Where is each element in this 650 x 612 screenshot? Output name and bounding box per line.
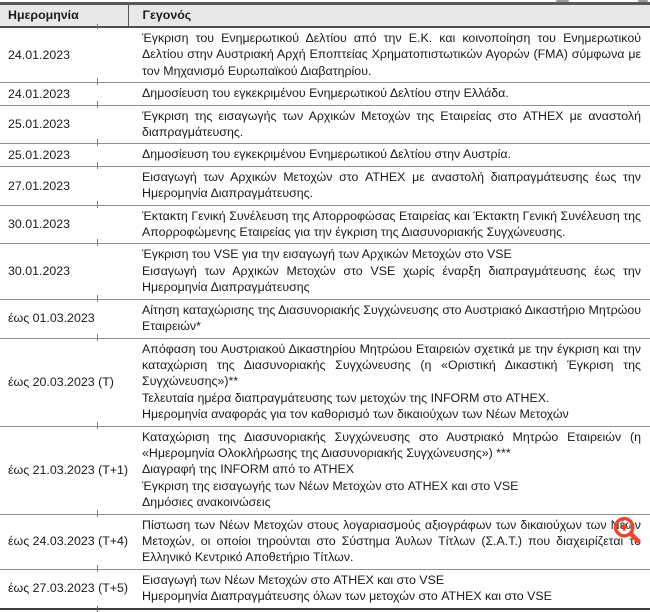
table-row <box>0 244 650 299</box>
event-cell <box>128 105 650 144</box>
table-row <box>0 338 650 426</box>
event-paragraph: Διαγραφή της INFORM από το ATHEX <box>142 462 354 477</box>
date-cell: έως 01.03.2023 <box>0 299 128 338</box>
event-cell <box>128 166 650 205</box>
timetable-table <box>0 2 650 610</box>
event-paragraph: Ημερομηνία αναφοράς για τον καθορισμό των δικαιούχων των Νέων Μετοχών <box>142 407 569 422</box>
date-cell: έως 20.03.2023 (T) <box>0 338 128 426</box>
date-cell: 30.01.2023 <box>0 205 128 244</box>
header-date: Ημερομηνία <box>0 4 128 28</box>
event-cell <box>128 144 650 166</box>
table-row <box>0 205 650 244</box>
date-cell: 24.01.2023 <box>0 83 128 105</box>
table-row <box>0 105 650 144</box>
date-cell: 25.01.2023 <box>0 105 128 144</box>
event-paragraph: Εισαγωγή των Αρχικών Μετοχών στο ATHEX με αναστολή διαπραγμάτευσης έως την Ημερομηνία Διαπραγμάτευσης. <box>142 169 641 201</box>
event-paragraph: Εισαγωγή των Αρχικών Μετοχών στο VSE χωρίς έναρξη διαπραγμάτευσης έως την Ημερομηνία Διαπραγμάτευσης <box>142 263 641 295</box>
date-cell: έως 21.03.2023 (T+1) <box>0 426 128 514</box>
event-paragraph: Απόφαση του Αυστριακού Δικαστηρίου Μητρώου Εταιρειών σχετικά με την έγκριση και την καταχώριση της Διασυνοριακής Συγχώνευσης (η «Οριστική Δικαστική Έγκριση της Συγχώνευσης»)** <box>142 341 641 389</box>
event-cell <box>128 299 650 338</box>
table-row <box>0 166 650 205</box>
event-paragraph: Εισαγωγή των Νέων Μετοχών στο ATHEX και στο VSE <box>142 572 445 587</box>
table-row <box>0 514 650 569</box>
zoom-in-button[interactable] <box>611 514 644 547</box>
event-cell <box>128 83 650 105</box>
date-cell: 24.01.2023 <box>0 27 128 83</box>
date-cell: 25.01.2023 <box>0 144 128 166</box>
event-paragraph: Έκτακτη Γενική Συνέλευση της Απορροφώσας Εταιρείας και Έκτακτη Γενική Συνέλευση της Απορροφώμενης Εταιρείας για την έγκριση της Διασυνοριακής Συγχώνευσης. <box>142 208 641 240</box>
event-paragraph: Ημερομηνία Διαπραγμάτευσης όλων των μετοχών στο ATHEX και στο VSE <box>142 589 552 604</box>
event-paragraph: Πίστωση των Νέων Μετοχών στους λογαριασμούς αξιογράφων των δικαιούχων των Νέων Μετοχών, οι οποίοι τηρούνται στο Σύστημα Άυλων Τίτλων (Σ.Α.Τ.) που διαχειρίζεται το Ελληνικό Κεντρικό Αποθετήριο Τίτλων. <box>142 517 641 565</box>
table-body <box>0 27 650 609</box>
magnifier-plus-icon <box>611 514 644 547</box>
event-paragraph: Καταχώριση της Διασυνοριακής Συγχώνευσης στο Αυστριακό Μητρώο Εταιρειών (η «Ημερομηνία Ολοκλήρωσης της Διασυνοριακής Συγχώνευσης») *** <box>142 429 641 460</box>
event-paragraph: Έγκριση του Ενημερωτικού Δελτίου από την Ε.Κ. και κοινοποίηση του Ενημερωτικού Δελτίου στην Αυστριακή Αρχή Εποπτείας Χρηματοπιστωτικών Αγορών (FMA) σύμφωνα με τον Μηχανισμό Ευρωπαϊκού Διαβατηρίου. <box>142 31 641 78</box>
header-event: Γεγονός <box>142 8 192 23</box>
event-cell <box>128 205 650 244</box>
event-cell <box>128 569 650 608</box>
table-row <box>0 27 650 83</box>
event-paragraph: Έγκριση της εισαγωγής των Αρχικών Μετοχών της Εταιρείας στο ATHEX με αναστολή διαπραγμάτευσης. <box>142 108 641 140</box>
event-paragraph: Τελευταία ημέρα διαπραγμάτευσης των μετοχών της INFORM στο ATHEX. <box>142 390 550 405</box>
event-cell <box>128 514 650 569</box>
event-cell <box>128 426 650 514</box>
table-row <box>0 426 650 514</box>
date-cell: έως 27.03.2023 (T+5) <box>0 569 128 608</box>
event-paragraph: Δημοσίευση του εγκεκριμένου Ενημερωτικού Δελτίου στην Αυστρία. <box>142 147 511 162</box>
date-cell: έως 24.03.2023 (T+4) <box>0 514 128 569</box>
event-cell <box>128 244 650 299</box>
event-paragraph: Έγκριση της εισαγωγής των Νέων Μετοχών στο ATHEX και στο VSE <box>142 478 519 493</box>
date-cell: 30.01.2023 <box>0 244 128 299</box>
event-paragraph: Έγκριση του VSE για την εισαγωγή των Αρχικών Μετοχών στο VSE <box>142 247 512 262</box>
date-cell: 27.01.2023 <box>0 166 128 205</box>
event-cell <box>128 338 650 426</box>
event-cell <box>128 27 650 83</box>
event-paragraph: Δημοσίευση του εγκεκριμένου Ενημερωτικού Δελτίου στην Ελλάδα. <box>142 86 509 101</box>
event-paragraph: Δημόσιες ανακοινώσεις <box>142 495 271 510</box>
event-paragraph: Αίτηση καταχώρισης της Διασυνοριακής Συγχώνευσης στο Αυστριακό Δικαστήριο Μητρώου Εταιρειών* <box>142 302 641 334</box>
table-row <box>0 569 650 608</box>
table-row <box>0 299 650 338</box>
